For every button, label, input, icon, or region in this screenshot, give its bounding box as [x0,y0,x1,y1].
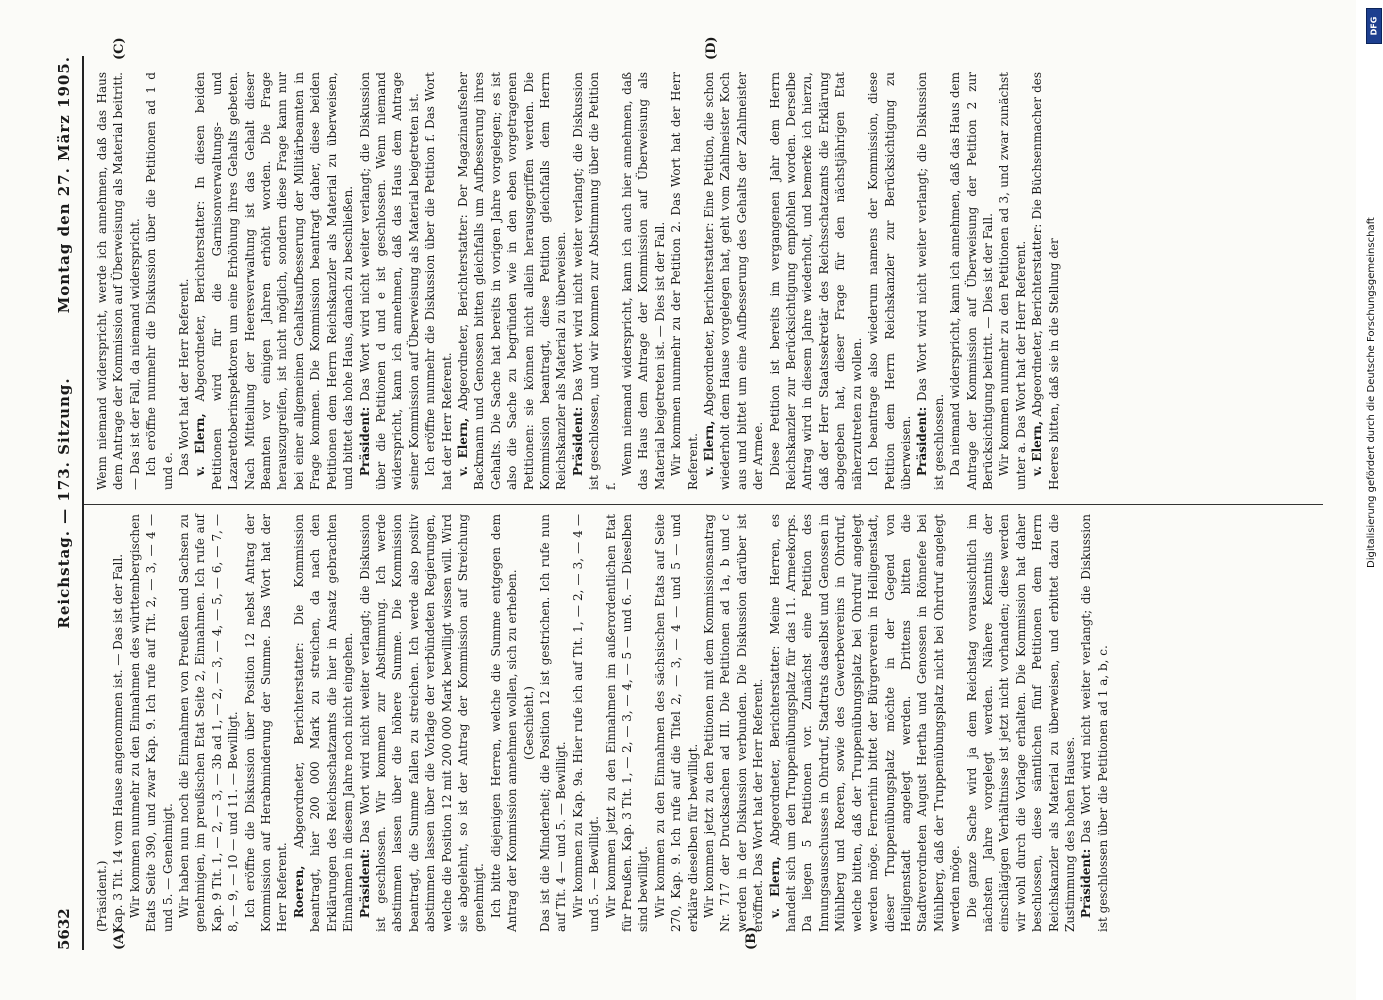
paragraph [291,514,357,932]
speaker-name: Präsident: [915,406,930,476]
paragraph-text: Kap. 3 Tit. 14 vom Hause angenommen ist. — Das ist der Fall. [111,553,126,932]
paragraph [701,514,767,932]
paragraph [570,514,603,932]
paragraph-text: Die ganze Sache wird ja dem Reichstag voraussichtlich im nächsten Jahre vorgelegt werden. Nähere Kenntnis der einschlägigen Verhältnisse ist jetzt nicht vorhanden; diese werden wir wohl durch die Vorlage erhalten. Die Kommission hat daher beschlossen, diese sämtlichen fünf Petitionen dem Herrn Reichskanzler als Material zu überweisen, und erbittet dazu die Zustimmung des hohen Hauses. [964,514,1077,932]
paragraph [1029,72,1062,490]
paragraph-text: Ich eröffne nunmehr die Diskussion über die Petition f. Das Wort hat der Herr Referent. [423,72,454,490]
paragraph-text: Wir kommen zu Kap. 9a. Hier rufe ich auf Tit. 1, — 2, — 3, — 4 — und 5. — Bewilligt. [570,514,602,932]
paragraph [603,514,652,932]
paragraph-text: Abgeordneter, Berichterstatter: Meine Herren, es handelt sich um den Truppenübungsplatz für das 11. Armeekorps. Da liegen 5 Petitionen vor. Zunächst eine Petition des Innungsausschusses in Ohrdruf, Stadtrats daselbst und Genossen in Mühlberg und Roeren, sowie des Gewerbevereins in Ohrdruf, welche bitten, daß der Truppenübungsplatz bei Ohrdruf angelegt werden möge. Fernerhin bittet der Bürgerverein in Heiligenstadt, dieser Truppenübungsplatz möchte in der Gegend von Heiligenstadt angelegt werden. Drittens bitten die Stadtverordneten August Hertha und Genossen in Rönnefee bei Mühlberg, daß der Truppenübungsplatz nicht bei Ohrdruf angelegt werden möge. [767,513,963,932]
margin-mark-d: (D) [704,36,719,60]
paragraph [242,514,291,932]
paragraph [1078,514,1111,932]
paragraph [455,72,570,490]
paragraph [767,72,865,490]
paragraph [357,514,488,932]
paragraph-text: Abgeordneter, Berichterstatter: Eine Petition, die schon wiederholt dem Hause vorgelegen hat, geht vom Zahlmeister Koch aus und bittet um eine Aufbesserung des Gehalts der Zahlmeister der Armee. [702,71,766,490]
paragraph [357,72,423,490]
paragraph-text: Abgeordneter, Berichterstatter: Die Büchsenmacher des Heeres bitten, daß sie in die Stellung der [1030,71,1061,490]
paragraph [668,72,701,490]
paragraph-text: Das Wort hat der Herr Referent. [177,278,192,476]
paragraph-text: Wir kommen zu den Einnahmen des sächsischen Etats auf Seite 270, Kap. 9. Ich rufe auf die Titel 2, — 3, — 4 — und 5 — und erkläre dieselben für bewilligt. [652,514,700,932]
paragraph-text: Ich beantrage also wiederum namens der Kommission, diese Petition dem Herrn Reichskanzler zur Berücksichtigung zu überweisen. [866,72,913,490]
column-divider [84,504,1323,505]
paragraph [176,514,242,932]
dfg-logo [1366,8,1382,44]
paragraph [537,514,570,932]
paragraph-text: Das Wort wird nicht weiter verlangt; die Diskussion ist geschlossen, und wir kommen zur Abstimmung über die Petition f. [570,72,618,490]
paragraph-text: Das Wort wird nicht weiter verlangt; die Diskussion ist geschlossen über die Petitionen ad 1 a, b, c. [1079,514,1110,932]
left-column [94,514,1111,932]
paragraph [94,72,143,490]
paragraph [652,514,701,932]
paragraph-text: Das Wort wird nicht weiter verlangt; die Diskussion ist geschlossen. [915,72,946,490]
page-number: 5632 [55,908,73,950]
running-head [55,56,79,950]
paragraph-text: Da niemand widerspricht, kann ich annehmen, daß das Haus dem Antrage der Kommission auf Überweisung der Petition 2 zur Berücksichtigung beitritt. — Dies ist der Fall. [948,72,995,490]
paragraph-text: Wir kommen nunmehr zu der Petition 2. Das Wort hat der Herr Referent. [669,72,700,490]
paragraph [143,72,176,490]
session-title: Reichstag. — 173. Sitzung. [55,377,73,629]
margin-mark-c: (C) [112,37,127,60]
paragraph [176,72,192,490]
paragraph [192,72,356,490]
paragraph-text: Wenn niemand widerspricht, werde ich annehmen, daß das Haus dem Antrage der Kommission auf Überweisung als Material beitritt. — Das ist der Fall, da niemand widerspricht. [95,72,142,490]
paragraph [996,72,1029,490]
speaker-name: v. Elern, [1030,420,1045,476]
paragraph [570,72,619,490]
paragraph-text: Das ist die Minderheit; die Position 12 ist gestrichen. Ich rufe nun auf Tit. 4 — und 5. — Bewilligt. [537,514,569,932]
speaker-name: v. Elern, [193,413,208,476]
paragraph [914,72,947,490]
speaker-name: v. Elern, [767,856,782,918]
paragraph-text: Diese Petition ist bereits im vergangenen Jahr dem Herrn Reichskanzler zur Berücksichtigung empfohlen worden. Derselbe Antrag wird in diesem Jahre wiederholt, und bemerke ich hierzu, daß der Herr Staatssekretär des Reichsschatzamts die Erklärung abgegeben hat, dieser Frage für den nächstjährigen Etat näherzutreten zu wollen. [767,72,864,490]
paragraph-text: Das Wort wird nicht weiter verlangt; die Diskussion über die Petitionen d und e ist geschlossen. Wenn niemand widerspricht, kann ich annehmen, daß das Haus dem Antrage seiner Kommission auf Überweisung als Material beigetreten ist. [357,72,421,490]
paragraph-text: Ich bitte diejenigen Herren, welche die Summe entgegen dem Antrag der Kommission annehmen wollen, sich zu erheben. [488,514,520,932]
session-date: Montag den 27. März 1905. [55,56,73,314]
margin-mark-b: (B) [744,926,759,950]
paragraph-text: Ich eröffne die Diskussion über Position 12 nebst Antrag der Kommission auf Herabminderung der Summe. Das Wort hat der Herr Referent. [242,514,290,932]
paragraph [865,72,914,490]
paragraph-text: Wir kommen jetzt zu den Einnahmen im außerordentlichen Etat für Preußen. Kap. 3 Tit. 1, — 2, — 3, — 4, — 5 — und 6. — Dieselben sind bewilligt. [603,514,651,932]
digitization-note-text: Digitalisierung gefördert durch die Deutsche Forschungsgemeinschaft [1366,217,1377,568]
paragraph-text: Das Wort wird nicht weiter verlangt; die Diskussion ist geschlossen. Wir kommen zur Abstimmung. Ich werde abstimmen lassen über die höhere Summe. Die Kommission beantragt, die Summe fallen zu streichen. Ich werde also positiv abstimmen lassen über die Vorlage der verbündeten Regierungen, welche die Position 12 mit 200 000 Mark bewilligt wissen will. Wird sie abgelehnt, so ist der Antrag der Kommission auf Streichung genehmigt. [357,514,487,932]
paragraph [110,514,126,932]
speaker-name: Roeren, [291,865,306,918]
speaker-name: Präsident: [357,848,372,918]
paragraph-text: (Geschieht.) [521,686,536,760]
paragraph [619,72,668,490]
paragraph [422,72,455,490]
paragraph-text: (Präsident.) [95,860,109,932]
paragraph [701,72,767,490]
paragraph [964,514,1079,932]
paragraph [488,514,521,932]
paragraph-text: Wir haben nun noch die Einnahmen von Preußen und Sachsen zu genehmigen, im preußischen Etat Seite 2, Einnahmen. Ich rufe auf Kap. 9 Tit. 1, — 2, — 3, — 3b ad 1, — 2, — 3, — 4, — 5, — 6, — 7, — 8, — 9, — 10 — und 11. — Bewilligt. [177,514,241,932]
speaker-name: v. Elern, [702,420,717,476]
speaker-name: Präsident: [570,406,585,476]
paragraph-text: Wir kommen nunmehr zu den Einnahmen des württembergischen Etats Seite 390, und zwar Kap. 9. Ich rufe auf Tit. 2, — 3, — 4 — und 5. — Genehmigt. [127,514,175,932]
right-column [94,72,1062,490]
paragraph-text: Abgeordneter, Berichterstatter: Der Magazinaufseher Backmann und Genossen bitten gleichfalls um Aufbesserung ihres Gehalts. Die Sache hat bereits in vorigen Jahre vorgelegen; es ist also die Sache zu begründen wie in den eben vorgetragenen Petitionen: sie können nicht allein herausgegriffen werden. Die Kommission beantragt, diese Petition gleichfalls dem Herrn Reichskanzler als Material zu überweisen. [455,72,569,490]
paragraph-text: Wir kommen nunmehr zu den Petitionen ad 3, und zwar zunächst unter a. Das Wort hat der Herr Referent. [997,72,1028,490]
header-rule [82,56,84,950]
speaker-name: v. Elern, [455,417,470,476]
paragraph [521,514,537,932]
paragraph [94,514,110,932]
paragraph-text: Abgeordneter, Berichterstatter: In diesen beiden Petitionen wird für die Garnisonverwaltungs- und Lazarettoberinspektoren um eine Erhöhung ihres Gehalts gebeten. Nach Mitteilung der Heeresverwaltung ist das Gehalt dieser Beamten vor einigen Jahren erhöht worden. Die Frage herauszugreifen, ist nicht möglich, sondern diese Frage kann nur bei einer allgemeinen Gehaltsaufbesserung der Militärbeamten in Frage kommen. Die Kommission beantragt daher, diese beiden Petitionen dem Herrn Reichskanzler als Material zu überweisen, und bittet das hohe Haus, danach zu beschließen. [193,72,356,490]
paragraph-text: Wenn niemand widerspricht, kann ich auch hier annehmen, daß das Haus dem Antrage der Kommission auf Überweisung als Material beigetreten ist. — Dies ist der Fall. [620,72,667,490]
paragraph-text: Ich eröffne nunmehr die Diskussion über die Petitionen ad 1 d und e. [144,72,175,490]
speaker-name: Präsident: [357,406,372,476]
speaker-name: Präsident: [1079,848,1094,918]
paragraph [947,72,996,490]
paragraph [127,514,176,932]
paragraph-text: Abgeordneter, Berichterstatter: Die Kommission beantragt, hier 200 000 Mark zu streichen, da nach den Erklärungen des Reichsschatzamts die hier in Ansatz gebrachten Einnahmen in diesem Jahre noch nicht eingehen. [291,514,356,932]
paragraph [767,514,964,932]
dfg-logo-text: DFG [1369,16,1379,36]
paragraph-text: Wir kommen jetzt zu den Petitionen mit dem Kommissionsantrag Nr. 717 der Drucksachen ad III. Die Petitionen ad 1a, b und c werden in der Diskussion verbunden. Die Diskussion darüber ist eröffnet. Das Wort hat der Herr Referent. [702,514,766,932]
margin-mark-a: (A) [112,927,127,950]
